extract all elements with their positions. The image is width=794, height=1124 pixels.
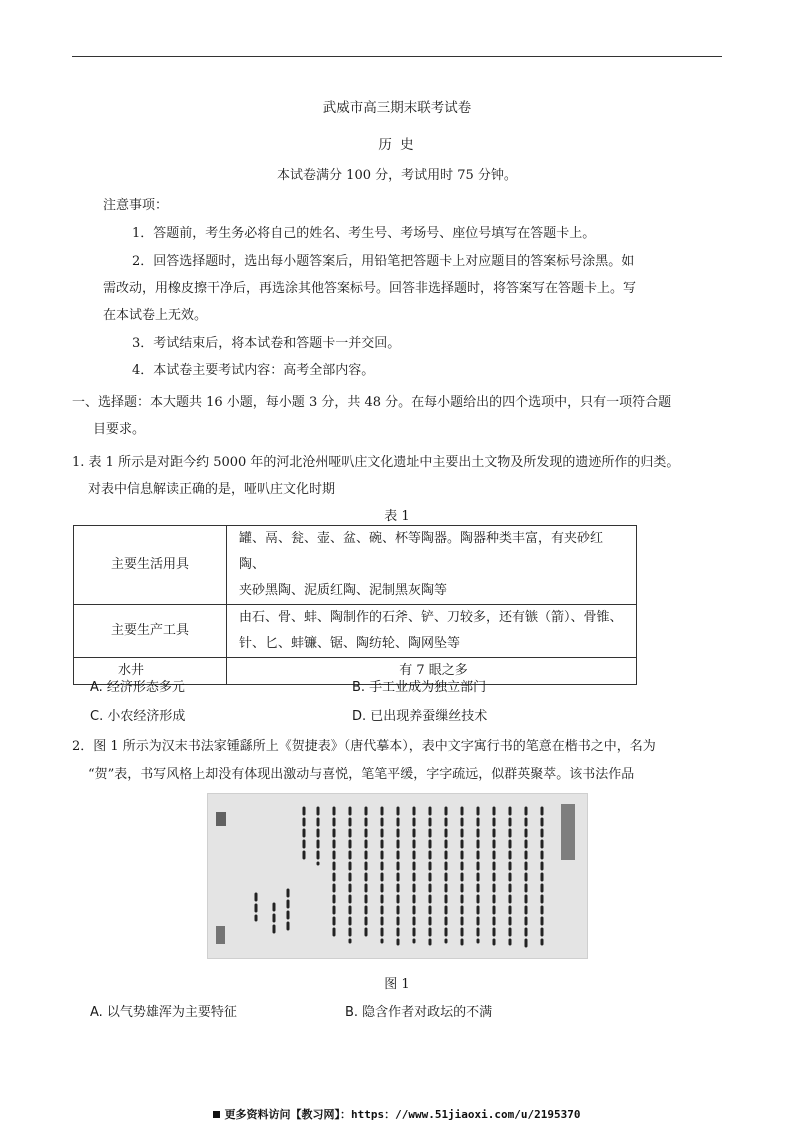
q2-option-b: B. 隐含作者对政坛的不满: [345, 1005, 493, 1020]
note-item-4: 4．本试卷主要考试内容：高考全部内容。: [132, 363, 375, 378]
table-cell-line: 由石、骨、蚌、陶制作的石斧、铲、刀较多，还有镞（箭）、骨锥、: [239, 610, 623, 625]
note-item-3: 3．考试结束后，将本试卷和答题卡一并交回。: [132, 336, 401, 351]
subject-title: 历 史: [378, 137, 416, 153]
table-row-key: 主要生活用具: [74, 526, 227, 605]
note-item-2-line-3: 在本试卷上无效。: [103, 308, 208, 323]
note-item-1: 1．答题前，考生务必将自己的姓名、考生号、考场号、座位号填写在答题卡上。: [132, 226, 596, 241]
figure-1-caption: 图 1: [384, 977, 410, 992]
footer-link[interactable]: [0, 1106, 794, 1122]
header-rule: [72, 56, 722, 57]
section-1-line-1: 一、选择题：本大题共 16 小题，每小题 3 分，共 48 分。在每小题给出的四个选项中，只有一项符合题: [72, 395, 672, 410]
q1-option-b: B. 手工业成为独立部门: [352, 680, 487, 695]
table-row-key: 水井: [74, 658, 227, 685]
table-row-value: [227, 526, 637, 605]
table-cell-line: 针、匕、蚌镰、锯、陶纺轮、陶网坠等: [239, 636, 461, 651]
calligraphy-image: [207, 793, 588, 959]
note-item-2-line-1: 2．回答选择题时，选出每小题答案后，用铅笔把答题卡上对应题目的答案标号涂黑。如: [132, 254, 635, 269]
section-1-line-2: 目要求。: [93, 422, 146, 437]
table-cell-line: 夹砂黑陶、泥质红陶、泥制黑灰陶等: [239, 583, 448, 598]
note-item-2-line-2: 需改动，用橡皮擦干净后，再选涂其他答案标号。回答非选择题时，将答案写在答题卡上。写: [103, 281, 637, 296]
question-1-line-2: 对表中信息解读正确的是，哑叭庄文化时期: [88, 482, 336, 497]
flag-icon: [213, 1111, 220, 1118]
table-row-value: 有 7 眼之多: [227, 658, 637, 685]
table-cell-line: 罐、鬲、瓮、壶、盆、碗、杯等陶器。陶器种类丰富，有夹砂红陶、: [239, 531, 604, 572]
notes-heading: 注意事项：: [103, 198, 169, 213]
exam-title: 武威市高三期末联考试卷: [322, 100, 472, 116]
calligraphy-columns: [208, 794, 587, 958]
question-2-line-2: “贺”表，书写风格上却没有体现出激动与喜悦，笔笔平缓，字字疏远，似群英聚萃。该书法作品: [88, 767, 635, 782]
q2-option-a: A. 以气势雄浑为主要特征: [90, 1005, 237, 1020]
artifact-table: [73, 525, 637, 685]
q1-option-c: C. 小农经济形成: [90, 709, 186, 724]
question-1-line-1: 1. 表 1 所示是对距今约 5000 年的河北沧州哑叭庄文化遗址中主要出土文物及所发现的遗迹所作的归类。: [72, 455, 680, 470]
question-2-line-1: 2．图 1 所示为汉末书法家锺繇所上《贺捷表》（唐代摹本），表中文字寓行书的笔意在楷书之中，名为: [72, 739, 656, 754]
table-1-caption: 表 1: [384, 509, 410, 524]
table-row-value: [227, 605, 637, 658]
table-row: [74, 526, 637, 605]
score-info: 本试卷满分 100 分，考试用时 75 分钟。: [277, 168, 517, 183]
footer-text: 更多资料访问【教习网】：https：//www.51jiaoxi.com/u/2195370: [224, 1108, 581, 1121]
q1-option-d: D. 已出现养蚕缫丝技术: [352, 709, 488, 724]
table-row: [74, 605, 637, 658]
q1-option-a: A. 经济形态多元: [90, 680, 185, 695]
table-row-key: 主要生产工具: [74, 605, 227, 658]
